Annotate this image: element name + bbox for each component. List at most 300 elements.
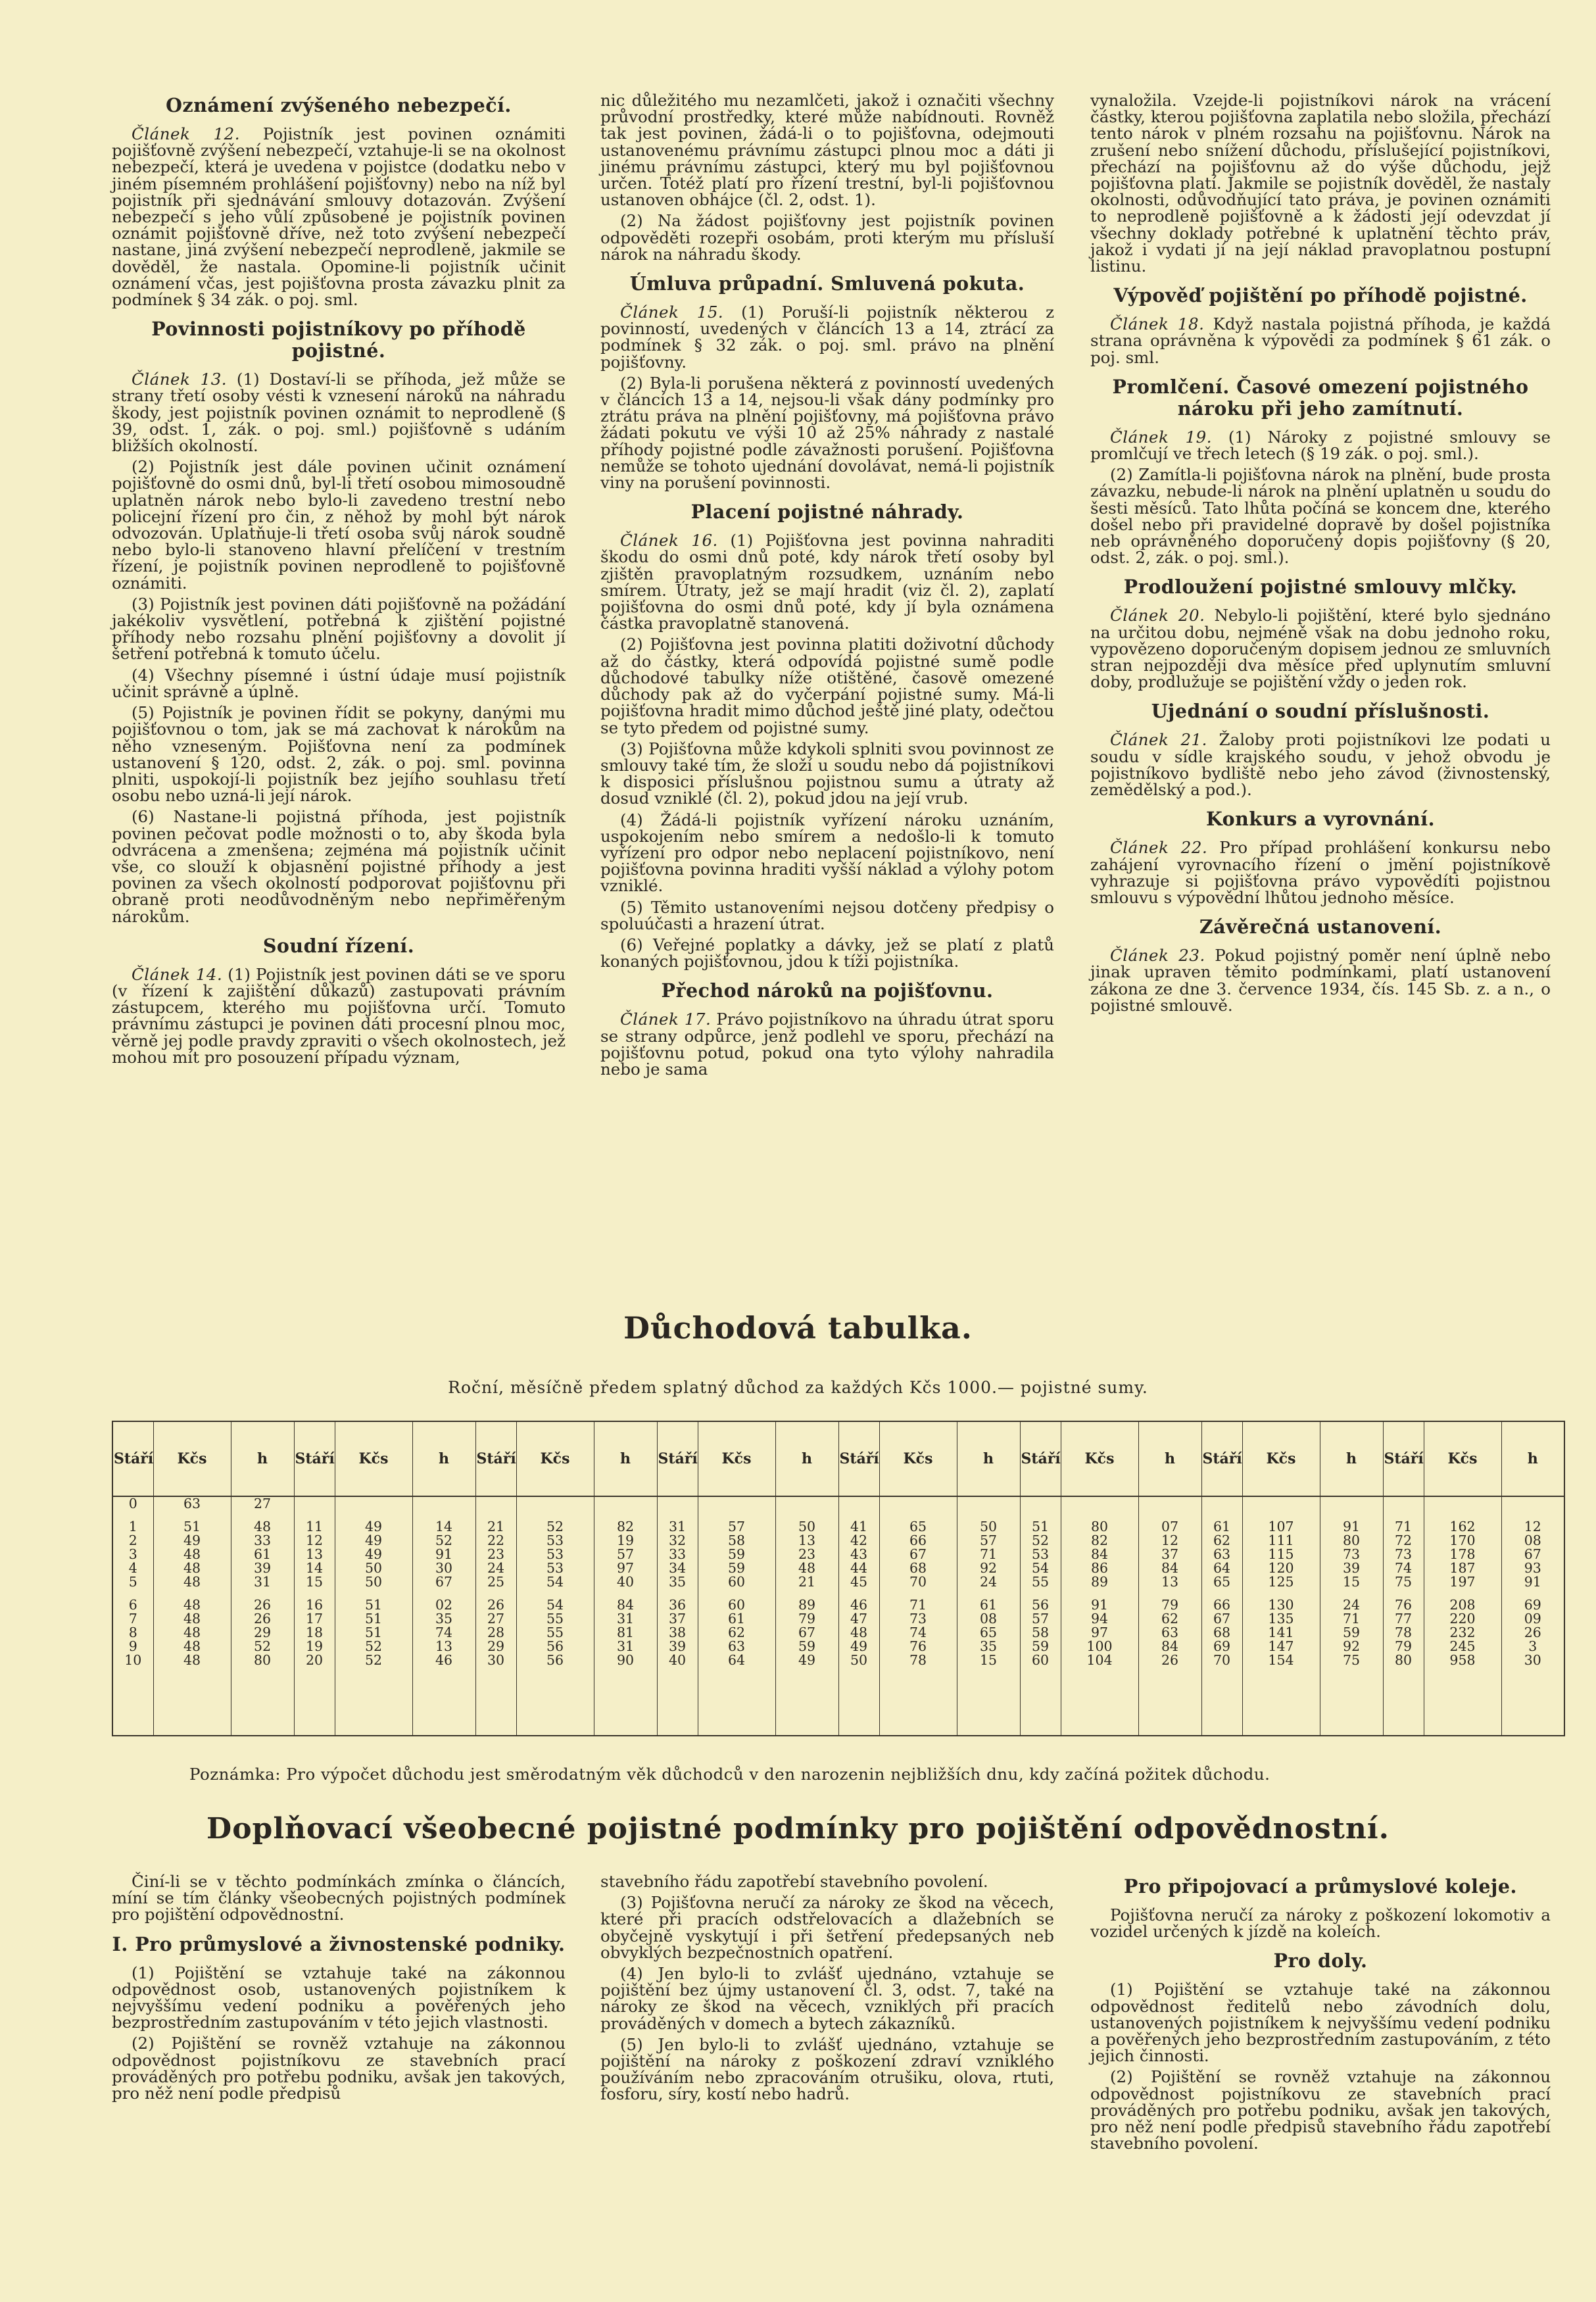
table-cell: 97 bbox=[594, 1561, 657, 1575]
table-cell: 958 bbox=[1424, 1653, 1501, 1667]
table-cell: 68 bbox=[1201, 1626, 1242, 1640]
table-cell: 67 bbox=[412, 1575, 475, 1598]
table-cell: 50 bbox=[335, 1575, 412, 1598]
article-label: Článek 23. bbox=[1110, 946, 1205, 966]
paragraph bbox=[1090, 316, 1551, 366]
paragraph bbox=[600, 899, 1054, 932]
table-cell: 84 bbox=[1061, 1548, 1138, 1561]
paragraph-text: (4) Jen bylo-li to zvlášť ujednáno, vztahuje se pojištění bez újmy ustanovení čl. 3, odst. 7, také na nároky ze škod na věcech, vzniklých při pracích prováděných v domech a bytech zákazníků. bbox=[600, 1964, 1054, 2033]
paragraph-text: (2) Pojištění se rovněž vztahuje na zákonnou odpovědnost pojistníkovu ze stavebních prací prováděných pro potřebu podniku, avšak jen takových, pro něž není podle předpisů stavebního řádu zapotřebí stavebního povolení. bbox=[1090, 2067, 1551, 2153]
table-cell: 93 bbox=[1501, 1561, 1564, 1575]
table-header-cell: Stáří bbox=[112, 1421, 153, 1496]
table-cell: 52 bbox=[231, 1640, 294, 1653]
table-cell: 48 bbox=[153, 1561, 231, 1575]
table-cell: 69 bbox=[1201, 1640, 1242, 1653]
table-row bbox=[112, 1575, 1564, 1598]
table-cell: 76 bbox=[879, 1640, 957, 1653]
table-cell: 52 bbox=[412, 1534, 475, 1548]
table-header-cell: Kčs bbox=[335, 1421, 412, 1496]
table-cell: 48 bbox=[153, 1612, 231, 1626]
table-cell: 48 bbox=[153, 1653, 231, 1667]
table-cell: 51 bbox=[1020, 1520, 1061, 1534]
table-cell: 55 bbox=[1020, 1575, 1061, 1598]
table-cell: 65 bbox=[957, 1626, 1020, 1640]
table-cell: 74 bbox=[1383, 1561, 1424, 1575]
table-header-cell: Kčs bbox=[698, 1421, 775, 1496]
table-row bbox=[112, 1598, 1564, 1612]
table-cell: 31 bbox=[594, 1640, 657, 1653]
table-cell: 141 bbox=[1242, 1626, 1320, 1640]
column-2 bbox=[600, 92, 1054, 1082]
table-cell: 27 bbox=[475, 1612, 516, 1626]
table-cell: 63 bbox=[153, 1496, 231, 1520]
table-cell: 79 bbox=[1138, 1598, 1201, 1612]
table-cell: 21 bbox=[475, 1520, 516, 1534]
table-cell: 53 bbox=[516, 1534, 594, 1548]
table-cell: 64 bbox=[1201, 1561, 1242, 1575]
table-cell: 20 bbox=[294, 1653, 335, 1667]
table-cell: 34 bbox=[657, 1561, 698, 1575]
table-cell bbox=[879, 1496, 957, 1520]
table-cell: 26 bbox=[231, 1612, 294, 1626]
table-cell bbox=[594, 1496, 657, 1520]
paragraph bbox=[112, 126, 566, 308]
table-cell: 13 bbox=[1138, 1575, 1201, 1598]
table-cell: 48 bbox=[153, 1548, 231, 1561]
table-cell: 66 bbox=[1201, 1598, 1242, 1612]
table-cell: 51 bbox=[153, 1520, 231, 1534]
table-row bbox=[112, 1548, 1564, 1561]
paragraph-text: stavebního řádu zapotřebí stavebního povolení. bbox=[600, 1872, 988, 1891]
table-header-cell: h bbox=[1501, 1421, 1564, 1496]
table-cell: 57 bbox=[698, 1520, 775, 1534]
paragraph bbox=[600, 212, 1054, 262]
table-cell: 154 bbox=[1242, 1653, 1320, 1667]
table-cell: 67 bbox=[775, 1626, 838, 1640]
paragraph bbox=[112, 596, 566, 662]
table-header-cell: Stáří bbox=[1383, 1421, 1424, 1496]
paragraph-text: (5) Pojistník je povinen řídit se pokyny, danými mu pojišťovnou o tom, jak se má zachovat k nárokům na něho vzneseným. Pojišťovna není za podmínek ustanovení § 120, odst. 2, zák. o poj. sml. povinna plniti, uspokojí-li pojistník bez jejího souhlasu třetí osobu nebo uzná-li její nárok. bbox=[112, 703, 566, 806]
paragraph-text: (1) Poruší-li pojistník některou z povinností, uvedených v článcích 13 a 14, ztrácí za podmínek § 32 zák. o poj. sml. právo na plnění pojišťovny. bbox=[600, 303, 1054, 372]
table-cell: 8 bbox=[128, 1625, 137, 1640]
table-cell: 50 bbox=[335, 1561, 412, 1575]
paragraph-text: vynaložila. Vzejde-li pojistníkovi nárok na vrácení částky, kterou pojišťovna zaplatila nebo složila, přechází tento nárok v plném rozsahu na pojišťovnu. Nárok na zrušení nebo snížení důchodu, příslušející pojistníkovi, přechází na pojišťovnu až do výše důchodu, jejž pojišťovna platí. Jakmile se pojistník dověděl, že nastaly okolnosti, odůvodňující tato práva, je povinen oznámiti to neprodleně pojišťovně a k žádosti její odevzdat jí všechny doklady potřebné k uplatnění těchto práv, jakož i vydati jí na její náklad pravoplatnou postupní listinu. bbox=[1090, 91, 1551, 276]
article-label: Článek 20. bbox=[1110, 606, 1205, 625]
table-header-cell: Kčs bbox=[153, 1421, 231, 1496]
table-cell: 29 bbox=[231, 1626, 294, 1640]
paragraph-text: (3) Pojistník jest povinen dáti pojišťovně na požádání jakékoliv vysvětlení, potřebná k zjištění pojistné příhody nebo rozsahu plnění pojišťovny a dovolit jí šetření potřebná k tomuto účelu. bbox=[112, 594, 566, 664]
table-cell bbox=[698, 1496, 775, 1520]
table-subtitle: Roční, měsíčně předem splatný důchod za každých Kčs 1000.— pojistné sumy. bbox=[448, 1378, 1148, 1397]
table-cell: 31 bbox=[231, 1575, 294, 1598]
table-cell: 56 bbox=[516, 1640, 594, 1653]
table-cell: 82 bbox=[594, 1520, 657, 1534]
table-cell bbox=[1061, 1496, 1138, 1520]
section-heading: Povinnosti pojistníkovy po příhodě pojistné. bbox=[151, 318, 526, 362]
table-cell: 40 bbox=[657, 1653, 698, 1667]
table-cell: 9 bbox=[128, 1638, 137, 1654]
table-cell: 39 bbox=[657, 1640, 698, 1653]
paragraph-text: Nebylo-li pojištění, které bylo sjednáno na určitou dobu, nejméně však na dobu jednoho roku, vypovězeno doporučeným dopisem jednou ze smluvních stran nejpozději dva měsíce před uplynutím smluvní doby, prodlužuje se pojištění vždy o jeden rok. bbox=[1090, 606, 1551, 692]
table-cell: 14 bbox=[412, 1520, 475, 1534]
table-cell: 59 bbox=[1320, 1626, 1383, 1640]
table-cell: 178 bbox=[1424, 1548, 1501, 1561]
table-cell: 19 bbox=[594, 1534, 657, 1548]
table-cell: 135 bbox=[1242, 1612, 1320, 1626]
table-cell: 25 bbox=[475, 1575, 516, 1598]
table-cell: 12 bbox=[294, 1534, 335, 1548]
paragraph bbox=[1090, 466, 1551, 566]
table-cell: 80 bbox=[231, 1653, 294, 1667]
supplementary-column-2 bbox=[600, 1873, 1054, 2107]
table-header-cell: Stáří bbox=[294, 1421, 335, 1496]
table-cell: 48 bbox=[153, 1640, 231, 1653]
table-cell bbox=[335, 1496, 412, 1520]
table-cell: 23 bbox=[475, 1548, 516, 1561]
table-cell: 70 bbox=[1201, 1653, 1242, 1667]
table-cell: 89 bbox=[1061, 1575, 1138, 1598]
table-cell: 30 bbox=[412, 1561, 475, 1575]
table-cell: 91 bbox=[1061, 1598, 1138, 1612]
table-header-cell: Stáří bbox=[657, 1421, 698, 1496]
table-cell: 45 bbox=[838, 1575, 879, 1598]
table-cell: 47 bbox=[838, 1612, 879, 1626]
table-cell: 27 bbox=[231, 1496, 294, 1520]
table-cell: 56 bbox=[1020, 1598, 1061, 1612]
table-cell: 82 bbox=[1061, 1534, 1138, 1548]
column-3 bbox=[1090, 92, 1551, 1018]
table-cell: 107 bbox=[1242, 1520, 1320, 1534]
paragraph-text: Pro případ prohlášení konkursu nebo zahájení vyrovnacího řízení o jmění pojistníkově vyhrazuje si pojišťovna právo vypovědíti pojistnou smlouvu s výpovědní lhůtou jednoho měsíce. bbox=[1090, 838, 1551, 907]
table-cell: 48 bbox=[775, 1561, 838, 1575]
table-cell: 61 bbox=[231, 1548, 294, 1561]
table-cell: 12 bbox=[1501, 1520, 1564, 1534]
paragraph bbox=[112, 2035, 566, 2101]
table-cell: 6 bbox=[128, 1597, 137, 1613]
section-heading: Pro doly. bbox=[1273, 1949, 1368, 1972]
table-cell: 220 bbox=[1424, 1612, 1501, 1626]
table-row bbox=[112, 1520, 1564, 1534]
table-cell: 73 bbox=[1320, 1548, 1383, 1561]
table-cell: 187 bbox=[1424, 1561, 1501, 1575]
paragraph bbox=[600, 1894, 1054, 1961]
table-cell: 18 bbox=[294, 1626, 335, 1640]
table-header-cell: h bbox=[775, 1421, 838, 1496]
table-cell: 58 bbox=[698, 1534, 775, 1548]
table-cell: 49 bbox=[153, 1534, 231, 1548]
table-cell: 39 bbox=[1320, 1561, 1383, 1575]
paragraph-text: Když nastala pojistná příhoda, je každá strana oprávněna k výpovědi za podmínek § 61 zák. o poj. sml. bbox=[1090, 314, 1551, 367]
table-cell: 1 bbox=[128, 1519, 137, 1534]
paragraph-text: (3) Pojišťovna neručí za nároky ze škod na věcech, které při pracích odstřelovacích a dlažebních se obyčejně vyskytují i při šetření předepsaných neb obvyklých bezpečnostních opatření. bbox=[600, 1893, 1054, 1962]
paragraph bbox=[600, 1965, 1054, 2032]
table-header-cell: h bbox=[594, 1421, 657, 1496]
table-cell: 68 bbox=[879, 1561, 957, 1575]
table-cell: 35 bbox=[657, 1575, 698, 1598]
paragraph-text: (5) Těmito ustanoveními nejsou dotčeny předpisy o spoluúčasti a hrazení útrat. bbox=[600, 897, 1054, 933]
table-row bbox=[112, 1496, 1564, 1520]
table-cell: 52 bbox=[1020, 1534, 1061, 1548]
table-cell: 38 bbox=[657, 1626, 698, 1640]
paragraph bbox=[600, 1011, 1054, 1077]
section-heading: Úmluva průpadní. Smluvená pokuta. bbox=[629, 272, 1025, 295]
table-cell: 81 bbox=[594, 1626, 657, 1640]
paragraph-text: (1) Pojištění se vztahuje také na zákonnou odpovědnost ředitelů nebo závodních dolu, ustanovených pojistníkem k nejvyššímu vedení podniku a pověřených jeho bezprostředním zastupováním, z této jejich činnosti. bbox=[1090, 1980, 1551, 2066]
table-cell: 91 bbox=[1501, 1575, 1564, 1598]
table-cell: 51 bbox=[335, 1598, 412, 1612]
table-cell: 57 bbox=[594, 1548, 657, 1561]
table-cell: 32 bbox=[657, 1534, 698, 1548]
paragraph-text: Pojistník jest povinen oznámiti pojišťovně zvýšení nebezpečí, vztahuje-li se na okolnost nebezpečí, která je uvedena v pojistce (dodatku nebo v jiném písemném prohlášení pojišťovny) nebo na níž byl pojistník při sjednávání smlouvy dotazován. Zvýšení nebezpečí s jeho vůlí způsobené je pojistník povinen oznámit pojišťovně dříve, než toto zvýšení nebezpečí nastane, jiná zvýšení nebezpečí neprodleně, jakmile se dověděl, že nastala. Opomine-li pojistník učinit oznámení včas, jest pojišťovna prosta závazku plnit za podmínek § 34 zák. o poj. sml. bbox=[112, 124, 566, 310]
table-cell: 71 bbox=[879, 1598, 957, 1612]
table-cell: 74 bbox=[412, 1626, 475, 1640]
table-cell: 23 bbox=[775, 1548, 838, 1561]
paragraph bbox=[112, 808, 566, 924]
table-cell: 10 bbox=[124, 1652, 142, 1668]
table-cell: 7 bbox=[128, 1611, 137, 1627]
table-cell bbox=[838, 1496, 879, 1520]
paragraph bbox=[1090, 429, 1551, 462]
table-cell: 55 bbox=[516, 1626, 594, 1640]
section-heading: Pro připojovací a průmyslové koleje. bbox=[1124, 1875, 1517, 1898]
table-cell: 48 bbox=[231, 1520, 294, 1534]
table-cell bbox=[1138, 1496, 1201, 1520]
section-heading: Ujednání o soudní příslušnosti. bbox=[1151, 700, 1490, 723]
table-cell: 08 bbox=[1501, 1534, 1564, 1548]
table-cell: 49 bbox=[335, 1548, 412, 1561]
table-cell: 49 bbox=[335, 1534, 412, 1548]
table-cell: 59 bbox=[775, 1640, 838, 1653]
table-cell: 50 bbox=[957, 1520, 1020, 1534]
table-cell: 57 bbox=[1020, 1612, 1061, 1626]
table-row bbox=[112, 1534, 1564, 1548]
table-cell: 3 bbox=[128, 1546, 137, 1562]
paragraph bbox=[600, 937, 1054, 969]
table-cell: 65 bbox=[1201, 1575, 1242, 1598]
table-cell: 56 bbox=[516, 1653, 594, 1667]
table-cell bbox=[1501, 1496, 1564, 1520]
paragraph-text: (1) Pojišťovna jest povinna nahraditi škodu do osmi dnů poté, kdy nárok třetí osoby byl zjištěn pravoplatným rozsudkem, uznáním nebo smírem. Útraty, jež se mají hradit (viz čl. 2), zaplatí pojišťovna do osmi dnů poté, kdy jí byla oznámena částka pravoplatně stanovená. bbox=[600, 531, 1054, 633]
table-cell: 67 bbox=[879, 1548, 957, 1561]
paragraph bbox=[600, 304, 1054, 370]
table-cell: 59 bbox=[698, 1561, 775, 1575]
paragraph bbox=[1090, 2069, 1551, 2151]
table-cell: 79 bbox=[775, 1612, 838, 1626]
table-cell: 35 bbox=[412, 1612, 475, 1626]
paragraph-text: (2) Na žádost pojišťovny jest pojistník povinen odpověděti rozepři osobám, proti kterým mu přísluší nárok na náhradu škody. bbox=[600, 211, 1054, 264]
table-cell: 24 bbox=[957, 1575, 1020, 1598]
table-cell: 13 bbox=[294, 1548, 335, 1561]
table-cell bbox=[516, 1496, 594, 1520]
table-cell: 13 bbox=[775, 1534, 838, 1548]
section-heading: Konkurs a vyrovnání. bbox=[1205, 808, 1436, 831]
paragraph-text: Právo pojistníkovo na úhradu útrat sporu se strany odpůrce, jenž podlehl ve sporu, přechází na pojišťovnu potud, pokud ona tyto výlohy nahradila nebo je sama bbox=[600, 1010, 1054, 1079]
table-cell: 26 bbox=[1501, 1626, 1564, 1640]
table-cell: 09 bbox=[1501, 1612, 1564, 1626]
table-header-cell: Stáří bbox=[1201, 1421, 1242, 1496]
table-cell: 162 bbox=[1424, 1520, 1501, 1534]
table-cell: 65 bbox=[879, 1520, 957, 1534]
table-header-cell: Kčs bbox=[516, 1421, 594, 1496]
table-cell: 73 bbox=[1383, 1548, 1424, 1561]
table-cell: 44 bbox=[838, 1561, 879, 1575]
table-header-cell: Kčs bbox=[1061, 1421, 1138, 1496]
section-heading: Závěrečná ustanovení. bbox=[1199, 916, 1442, 939]
annuity-table bbox=[112, 1421, 1565, 1736]
article-label: Článek 15. bbox=[620, 303, 724, 322]
table-cell: 35 bbox=[957, 1640, 1020, 1653]
table-header-cell: Stáří bbox=[1020, 1421, 1061, 1496]
table-cell: 48 bbox=[153, 1575, 231, 1598]
table-cell: 33 bbox=[231, 1534, 294, 1548]
table-cell: 41 bbox=[838, 1520, 879, 1534]
paragraph bbox=[1090, 1907, 1551, 1940]
table-cell: 46 bbox=[412, 1653, 475, 1667]
table-cell: 80 bbox=[1061, 1520, 1138, 1534]
table-cell: 15 bbox=[1320, 1575, 1383, 1598]
table-row bbox=[112, 1561, 1564, 1575]
paragraph bbox=[1090, 947, 1551, 1014]
table-cell bbox=[1242, 1496, 1320, 1520]
paragraph-text: (2) Pojištění se rovněž vztahuje na zákonnou odpovědnost pojistníkovu ze stavebních prací prováděných pro potřebu podniku, avšak jen takových, pro něž není podle předpisů bbox=[112, 2034, 566, 2103]
table-cell: 40 bbox=[594, 1575, 657, 1598]
table-cell bbox=[1020, 1496, 1061, 1520]
table-body bbox=[112, 1496, 1564, 1736]
table-cell: 63 bbox=[698, 1640, 775, 1653]
table-cell: 54 bbox=[516, 1575, 594, 1598]
table-cell: 208 bbox=[1424, 1598, 1501, 1612]
table-cell: 49 bbox=[775, 1653, 838, 1667]
paragraph-text: (1) Pojištění se vztahuje také na zákonnou odpovědnost osob, ustanovených pojistníkem k nejvyššímu vedení podniku a pověřených jeho bezprostředním zastupováním v této jejich vlastnosti. bbox=[112, 1963, 566, 2032]
table-cell: 60 bbox=[698, 1598, 775, 1612]
paragraph bbox=[112, 704, 566, 804]
table-cell: 66 bbox=[879, 1534, 957, 1548]
table-cell: 43 bbox=[838, 1548, 879, 1561]
paragraph bbox=[112, 667, 566, 700]
table-cell: 72 bbox=[1383, 1534, 1424, 1548]
table-cell: 2 bbox=[128, 1532, 137, 1548]
table-header-cell: Kčs bbox=[879, 1421, 957, 1496]
table-cell: 76 bbox=[1383, 1598, 1424, 1612]
table-cell: 71 bbox=[1320, 1612, 1383, 1626]
table-header-cell: Kčs bbox=[1424, 1421, 1501, 1496]
paragraph-text: Pokud pojistný poměr není úplně nebo jinak upraven těmito podmínkami, platí ustanovení zákona ze dne 3. července 1934, čís. 145 Sb. z. a n., o pojistné smlouvě. bbox=[1090, 946, 1551, 1015]
table-cell: 61 bbox=[698, 1612, 775, 1626]
table-filler-row bbox=[112, 1667, 1564, 1736]
section-heading: I. Pro průmyslové a živnostenské podniky. bbox=[112, 1932, 566, 1955]
table-cell: 69 bbox=[1501, 1598, 1564, 1612]
table-cell: 59 bbox=[1020, 1640, 1061, 1653]
table-cell: 48 bbox=[153, 1598, 231, 1612]
table-cell: 62 bbox=[698, 1626, 775, 1640]
paragraph-text: (2) Byla-li porušena některá z povinností uvedených v článcích 13 a 14, nejsou-li však dány podmínky pro ztrátu práva na plnění pojišťovny, má pojišťovna právo žádati pokutu ve výši 10 až 25% náhrady z nastalé příhody pojistné podle závažnosti porušení. Pojišťovna nemůže se tohoto ujednání dovolávat, nemá-li pojistník viny na porušení povinnosti. bbox=[600, 373, 1054, 493]
table-cell: 84 bbox=[594, 1598, 657, 1612]
table-cell: 15 bbox=[294, 1575, 335, 1598]
table-cell: 24 bbox=[475, 1561, 516, 1575]
table-cell: 67 bbox=[1501, 1548, 1564, 1561]
table-cell: 52 bbox=[516, 1520, 594, 1534]
paragraph bbox=[600, 2036, 1054, 2103]
paragraph-text: (3) Pojišťovna může kdykoli splniti svou povinnost ze smlouvy také tím, že složí u soudu nebo dá pojistníkovi k disposici příslušnou pojistnou sumu a útraty až dosud vzniklé (čl. 2), pokud jdou na její vrub. bbox=[600, 739, 1054, 808]
table-cell: 170 bbox=[1424, 1534, 1501, 1548]
paragraph bbox=[112, 371, 566, 454]
table-cell: 28 bbox=[475, 1626, 516, 1640]
paragraph-text: Žaloby proti pojistníkovi lze podati u soudu v sídle krajského soudu, v jehož obvodu je pojistníkovo bydliště nebo jeho závod (živnostenský, zemědělský a pod.). bbox=[1090, 730, 1551, 800]
table-cell: 14 bbox=[294, 1561, 335, 1575]
table-cell: 21 bbox=[775, 1575, 838, 1598]
table-cell: 22 bbox=[475, 1534, 516, 1548]
table-cell: 75 bbox=[1320, 1653, 1383, 1667]
table-cell: 15 bbox=[957, 1653, 1020, 1667]
paragraph-text: (1) Nároky z pojistné smlouvy se promlčují ve třech letech (§ 19 zák. o poj. sml.). bbox=[1090, 427, 1551, 464]
table-cell: 90 bbox=[594, 1653, 657, 1667]
table-cell: 51 bbox=[335, 1626, 412, 1640]
table-cell: 84 bbox=[1138, 1561, 1201, 1575]
table-cell: 63 bbox=[1138, 1626, 1201, 1640]
paragraph bbox=[1090, 92, 1551, 274]
section-heading: Přechod nároků na pojišťovnu. bbox=[661, 979, 994, 1002]
table-cell: 64 bbox=[698, 1653, 775, 1667]
table-row bbox=[112, 1640, 1564, 1653]
table-title: Důchodová tabulka. bbox=[623, 1310, 973, 1346]
article-label: Článek 16. bbox=[620, 531, 718, 551]
table-cell: 52 bbox=[335, 1640, 412, 1653]
table-cell: 94 bbox=[1061, 1612, 1138, 1626]
paragraph-text: (4) Žádá-li pojistník vyřízení nároku uznáním, uspokojením nebo smírem a nedošlo-li k tomuto vyřízení pro odpor nebo neplacení pojistníkovo, není pojišťovna povinna hraditi vyšší náklad a výlohy potom vzniklé. bbox=[600, 810, 1054, 896]
table-cell: 63 bbox=[1201, 1548, 1242, 1561]
section-heading: Oznámení zvýšeného nebezpečí. bbox=[166, 94, 512, 116]
table-cell: 24 bbox=[1320, 1598, 1383, 1612]
section-heading: Promlčení. Časové omezení pojistného nároku při jeho zamítnutí. bbox=[1112, 375, 1529, 420]
paragraph bbox=[1090, 731, 1551, 798]
paragraph bbox=[1090, 1981, 1551, 2064]
table-cell: 3 bbox=[1501, 1640, 1564, 1653]
table-cell bbox=[294, 1496, 335, 1520]
paragraph bbox=[112, 966, 566, 1065]
paragraph-text: Pojišťovna neručí za nároky z poškození lokomotiv a vozidel určených k jízdě na koleích. bbox=[1090, 1905, 1551, 1942]
table-header-cell: h bbox=[231, 1421, 294, 1496]
table-header-cell: Kčs bbox=[1242, 1421, 1320, 1496]
table-cell: 17 bbox=[294, 1612, 335, 1626]
table-header-cell: Stáří bbox=[475, 1421, 516, 1496]
table-cell: 71 bbox=[957, 1548, 1020, 1561]
table-cell bbox=[1424, 1496, 1501, 1520]
table-header-cell: h bbox=[1138, 1421, 1201, 1496]
table-cell: 37 bbox=[1138, 1548, 1201, 1561]
table-cell: 49 bbox=[838, 1640, 879, 1653]
table-row bbox=[112, 1612, 1564, 1626]
table-cell: 53 bbox=[1020, 1548, 1061, 1561]
table-cell: 100 bbox=[1061, 1640, 1138, 1653]
table-cell: 26 bbox=[475, 1598, 516, 1612]
paragraph-text: nic důležitého mu nezamlčeti, jakož i označiti všechny průvodní prostředky, které může nabídnouti. Rovněž tak jest povinen, žádá-li o to pojišťovna, odejmouti ustanovenému právnímu zástupci plnou moc a dáti ji jinému právnímu zástupci, který mu byl pojišťovnou určen. Totéž platí pro řízení trestní, byl-li pojišťovnou ustanoven obhájce (čl. 2, odst. 1). bbox=[600, 91, 1054, 210]
table-cell: 89 bbox=[775, 1598, 838, 1612]
table-cell: 245 bbox=[1424, 1640, 1501, 1653]
table-cell: 08 bbox=[957, 1612, 1020, 1626]
paragraph bbox=[600, 1873, 1054, 1890]
paragraph-text: (1) Pojistník jest povinen dáti se ve sporu (v řízení k zajištění důkazů) zastupovati právním zástupcem, kterého mu pojišťovna určí. Tomuto právnímu zástupci je povinen dáti procesní plnou moc, věrně jej podle pravdy zpraviti o všech okolnostech, jež mohou mít pro posouzení případu význam, bbox=[112, 964, 566, 1067]
table-cell: 78 bbox=[879, 1653, 957, 1667]
table-cell: 73 bbox=[879, 1612, 957, 1626]
article-label: Článek 21. bbox=[1110, 730, 1207, 750]
supplementary-column-1 bbox=[112, 1873, 566, 2106]
article-label: Článek 14. bbox=[132, 964, 223, 984]
paragraph bbox=[112, 458, 566, 591]
table-cell: 57 bbox=[957, 1534, 1020, 1548]
table-cell: 26 bbox=[1138, 1653, 1201, 1667]
table-cell: 31 bbox=[594, 1612, 657, 1626]
table-cell: 55 bbox=[516, 1612, 594, 1626]
